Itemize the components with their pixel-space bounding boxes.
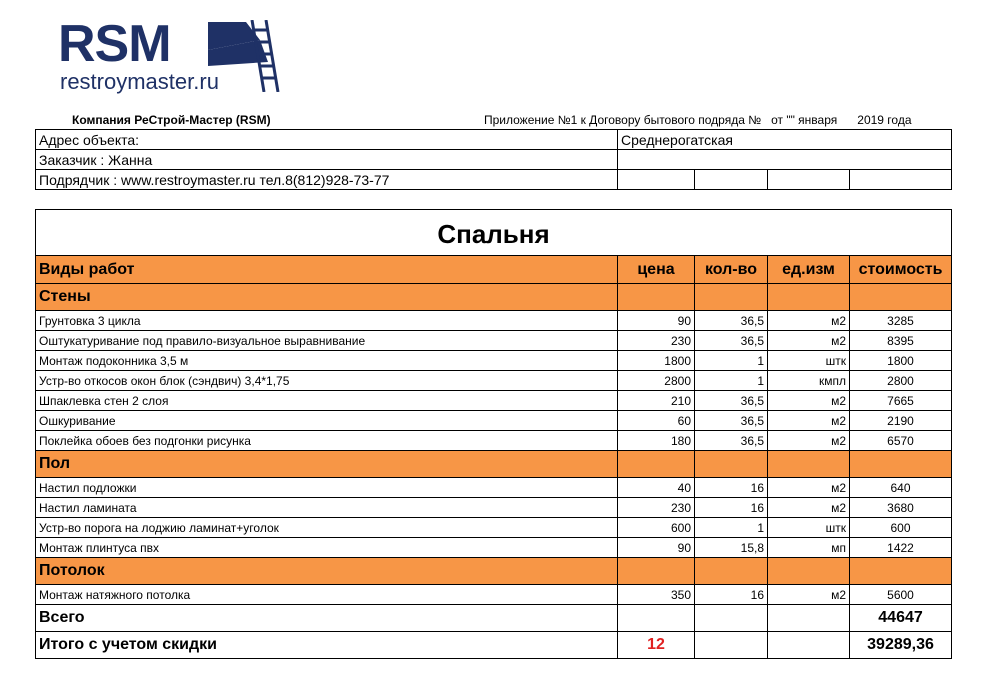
cell-unit: кмпл [768,371,850,391]
total-label: Всего [36,605,618,632]
company-logo [58,15,283,98]
table-row [36,518,952,538]
cell-unit: м2 [768,478,850,498]
cell-work: Грунтовка 3 цикла [36,311,618,331]
customer-label: Заказчик : Жанна [36,150,618,170]
object-info-table [35,129,952,190]
col-qty: кол-во [695,256,768,284]
contractor-label: Подрядчик : www.restroymaster.ru тел.8(812)928-73-77 [36,170,618,190]
cell-qty: 16 [695,478,768,498]
table-row [36,585,952,605]
cell-cost: 5600 [850,585,952,605]
cell-price: 60 [618,411,695,431]
cell-cost: 1800 [850,351,952,371]
cell-work: Устр-во откосов окон блок (сэндвич) 3,4*1,75 [36,371,618,391]
address-row [36,130,952,150]
cell-qty: 1 [695,351,768,371]
table-row [36,411,952,431]
cell-work: Оштукатуривание под правило-визуальное выравнивание [36,331,618,351]
cell-qty: 16 [695,585,768,605]
customer-row [36,150,952,170]
cell-unit: м2 [768,431,850,451]
cell-price: 230 [618,331,695,351]
cell-cost: 1422 [850,538,952,558]
cell-unit: м2 [768,411,850,431]
discount-total-row [36,632,952,659]
cell-unit: м2 [768,498,850,518]
cell-qty: 36,5 [695,311,768,331]
cell-qty: 16 [695,498,768,518]
cell-qty: 36,5 [695,391,768,411]
contract-appendix: Приложение №1 к Договору бытового подряда № от "" января 2019 года [484,113,912,127]
section-name: Стены [36,284,618,311]
room-title: Спальня [36,210,952,256]
cell-work: Настил ламината [36,498,618,518]
cell-price: 90 [618,538,695,558]
table-row [36,351,952,371]
cell-work: Монтаж подоконника 3,5 м [36,351,618,371]
cell-work: Монтаж плинтуса пвх [36,538,618,558]
cell-qty: 1 [695,371,768,391]
logo-brand: RSM [58,15,171,73]
col-unit: ед.изм [768,256,850,284]
cell-unit: м2 [768,585,850,605]
cell-cost: 3285 [850,311,952,331]
cell-cost: 3680 [850,498,952,518]
cell-price: 40 [618,478,695,498]
cell-qty: 36,5 [695,431,768,451]
cell-price: 230 [618,498,695,518]
cell-work: Поклейка обоев без подгонки рисунка [36,431,618,451]
cell-cost: 7665 [850,391,952,411]
table-row [36,391,952,411]
company-name: Компания РеСтрой-Мастер (RSM) [72,113,271,127]
cell-price: 2800 [618,371,695,391]
cell-cost: 8395 [850,331,952,351]
cell-price: 210 [618,391,695,411]
contractor-row [36,170,952,190]
cell-qty: 15,8 [695,538,768,558]
cell-work: Настил подложки [36,478,618,498]
col-work: Виды работ [36,256,618,284]
column-header-row [36,256,952,284]
table-row [36,538,952,558]
cell-qty: 36,5 [695,331,768,351]
section-row [36,451,952,478]
logo-site: restroymaster.ru [60,69,219,94]
cell-unit: штк [768,351,850,371]
cell-price: 600 [618,518,695,538]
estimate-title-row [36,210,952,256]
table-row [36,498,952,518]
cell-cost: 6570 [850,431,952,451]
cell-qty: 36,5 [695,411,768,431]
cell-unit: м2 [768,331,850,351]
cell-price: 180 [618,431,695,451]
estimate-table [35,209,952,659]
cell-price: 1800 [618,351,695,371]
table-row [36,478,952,498]
cell-price: 350 [618,585,695,605]
section-row [36,284,952,311]
discount-label: Итого с учетом скидки [36,632,618,659]
cell-cost: 640 [850,478,952,498]
section-name: Потолок [36,558,618,585]
table-row [36,331,952,351]
total-value: 44647 [850,605,952,632]
cell-work: Монтаж натяжного потолка [36,585,618,605]
cell-unit: м2 [768,311,850,331]
total-row [36,605,952,632]
cell-work: Шпаклевка стен 2 слоя [36,391,618,411]
col-price: цена [618,256,695,284]
table-row [36,431,952,451]
cell-work: Устр-во порога на лоджию ламинат+уголок [36,518,618,538]
cell-work: Ошкуривание [36,411,618,431]
table-row [36,311,952,331]
discount-total: 39289,36 [850,632,952,659]
cell-cost: 600 [850,518,952,538]
col-cost: стоимость [850,256,952,284]
table-row [36,371,952,391]
cell-unit: м2 [768,391,850,411]
section-row [36,558,952,585]
cell-cost: 2190 [850,411,952,431]
cell-qty: 1 [695,518,768,538]
cell-cost: 2800 [850,371,952,391]
cell-price: 90 [618,311,695,331]
discount-percent: 12 [618,632,695,659]
section-name: Пол [36,451,618,478]
cell-unit: мп [768,538,850,558]
ladder-icon [208,20,283,92]
address-label: Адрес объекта: [36,130,618,150]
address-value: Среднерогатская [618,130,952,150]
cell-unit: штк [768,518,850,538]
customer-value-cell [618,150,952,170]
